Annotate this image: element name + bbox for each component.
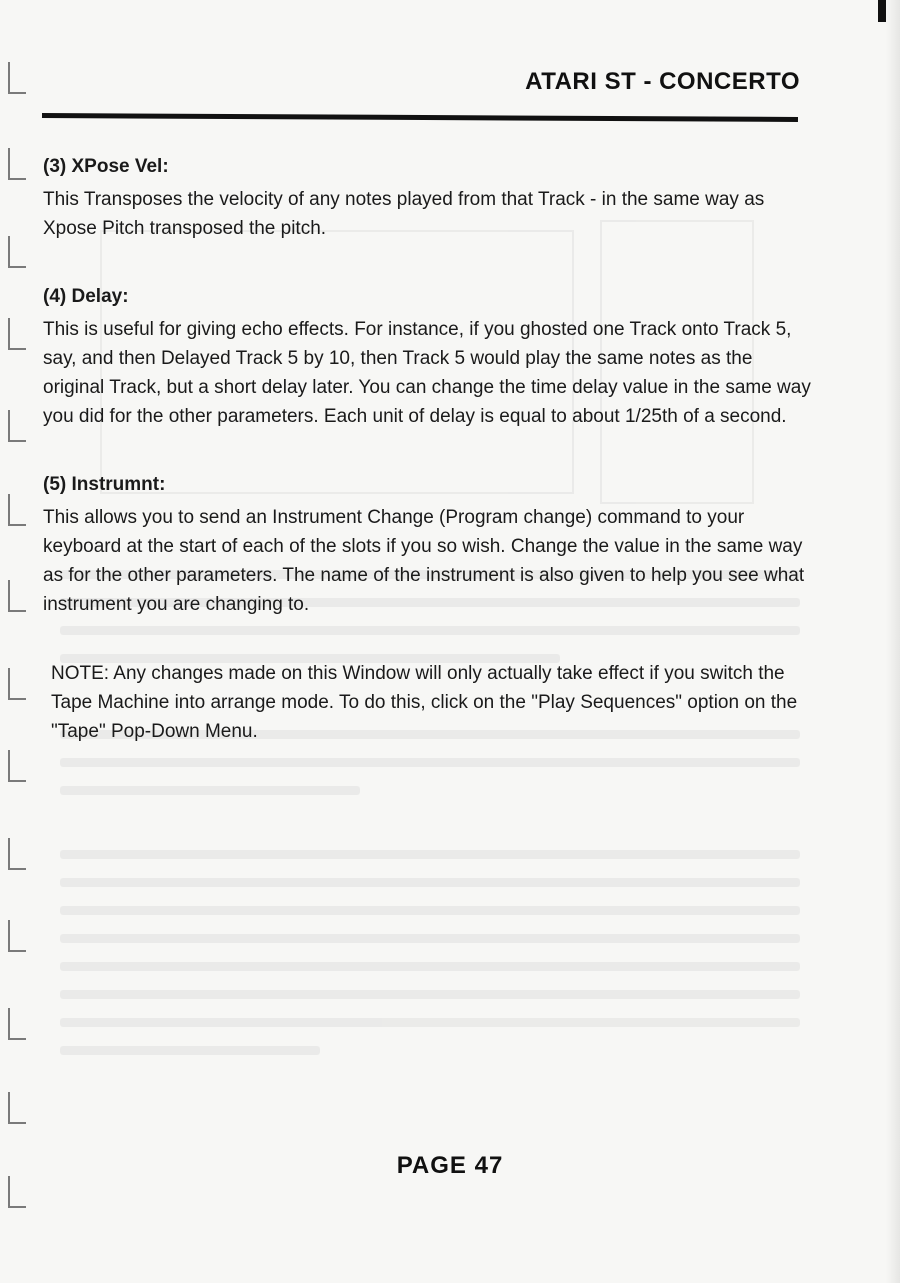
header-rule: [42, 113, 798, 122]
section-heading: (4) Delay:: [43, 286, 129, 307]
binder-mark: [8, 750, 26, 782]
binder-mark: [8, 318, 26, 350]
binder-mark: [8, 494, 26, 526]
binder-mark: [8, 410, 26, 442]
binder-mark: [8, 838, 26, 870]
binder-mark: [8, 1176, 26, 1208]
binder-mark: [8, 668, 26, 700]
binder-mark: [8, 1092, 26, 1124]
section-heading: (3) XPose Vel:: [43, 156, 169, 177]
binder-mark: [8, 236, 26, 268]
page-edge-shadow: [886, 0, 900, 1283]
binder-mark: [8, 580, 26, 612]
binder-mark: [8, 148, 26, 180]
section-paragraph: This is useful for giving echo effects. For instance, if you ghosted one Track onto Track 5, say, and then Delayed Track 5 by 10, then Track 5 would play the same notes as the original Track, but a short delay later. You can change the time delay value in the same way you did for the other parameters. Each unit of delay is equal to about 1/25th of a second.: [43, 319, 811, 427]
section-heading: (5) Instrumnt:: [43, 474, 166, 495]
binder-mark: [8, 1008, 26, 1040]
section-xpose-vel: [43, 153, 813, 243]
page-number: PAGE 47: [396, 1152, 504, 1179]
page-content: [43, 153, 813, 746]
note-paragraph: NOTE: Any changes made on this Window will only actually take effect if you switch the Tape Machine into arrange mode. To do this, click on the "Play Sequences" option on the "Tape" Pop-Down Menu.: [51, 663, 798, 742]
running-header-title: ATARI ST - CONCERTO: [525, 68, 800, 95]
section-paragraph: This Transposes the velocity of any notes played from that Track - in the same way as Xpose Pitch transposed the pitch.: [43, 189, 765, 239]
section-paragraph: This allows you to send an Instrument Change (Program change) command to your keyboard at the start of each of the slots if you so wish. Change the value in the same way as for the other parameters. The name of the instrument is also given to help you see what instrument you are changing to.: [43, 507, 805, 615]
section-instrument: [43, 471, 813, 619]
binder-mark: [8, 62, 26, 94]
binder-mark: [8, 920, 26, 952]
section-delay: [43, 283, 813, 431]
